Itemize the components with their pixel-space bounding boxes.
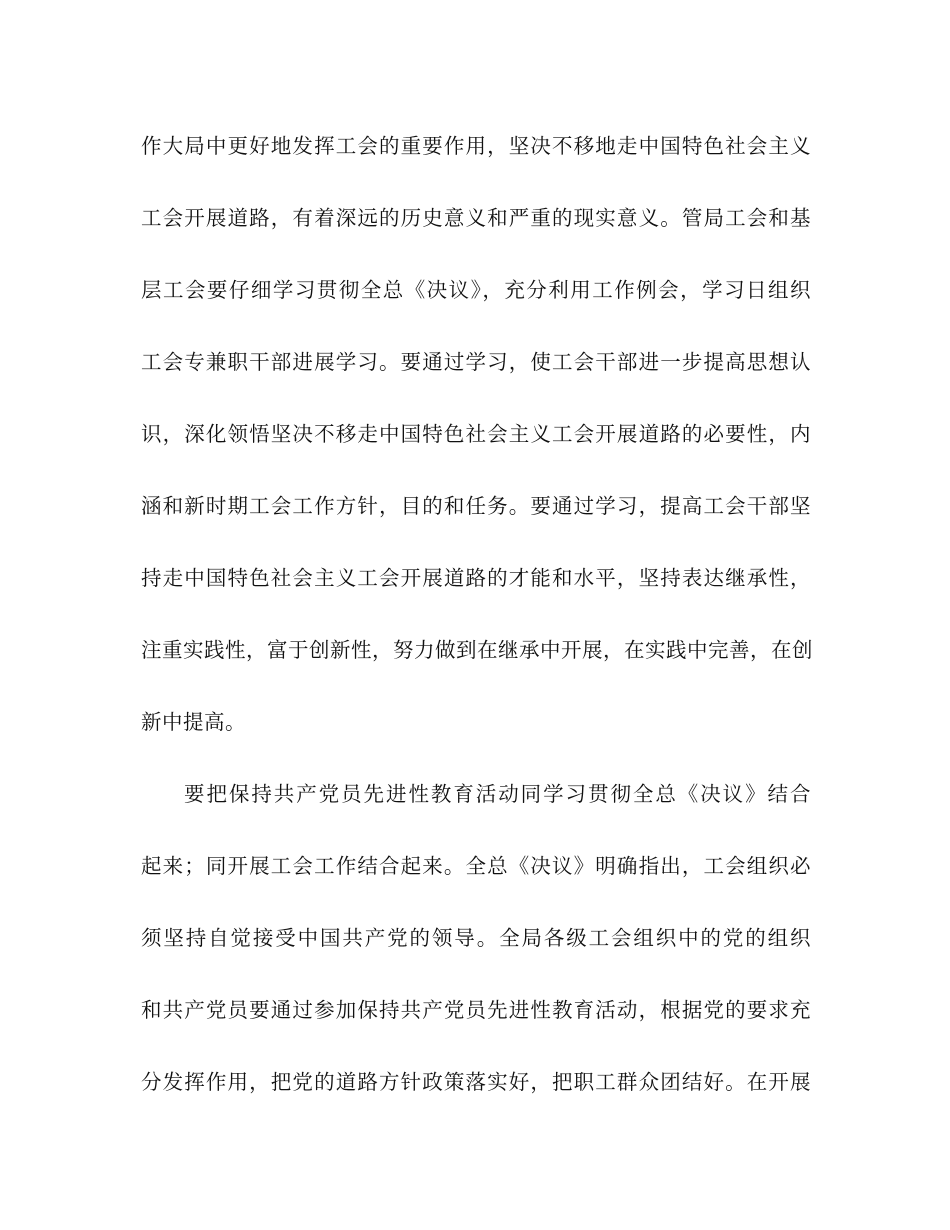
text-line-3: 层工会要仔细学习贯彻全总《决议》，充分利用工作例会，学习日组织 xyxy=(141,278,811,302)
text-line-4: 工会专兼职干部进展学习。要通过学习，使工会干部进一步提高思想认 xyxy=(141,350,811,374)
text-line-11: 起来；同开展工会工作结合起来。全总《决议》明确指出，工会组织必 xyxy=(141,854,811,878)
body-text xyxy=(141,122,811,1130)
text-line-5: 识，深化领悟坚决不移走中国特色社会主义工会开展道路的必要性，内 xyxy=(141,422,811,446)
text-line-8: 注重实践性，富于创新性，努力做到在继承中开展，在实践中完善，在创 xyxy=(141,638,813,662)
text-line-13: 和共产党员要通过参加保持共产党员先进性教育活动，根据党的要求充 xyxy=(141,998,811,1022)
text-line-14: 分发挥作用，把党的道路方针政策落实好，把职工群众团结好。在开展 xyxy=(141,1070,811,1094)
text-line-1: 作大局中更好地发挥工会的重要作用，坚决不移地走中国特色社会主义 xyxy=(141,134,811,158)
text-line-2: 工会开展道路，有着深远的历史意义和严重的现实意义。管局工会和基 xyxy=(141,206,811,230)
paragraph-2-first-line: 要把保持共产党员先进性教育活动同学习贯彻全总《决议》结合 xyxy=(184,782,811,806)
text-line-12: 须坚持自觉接受中国共产党的领导。全局各级工会组织中的党的组织 xyxy=(141,926,811,950)
text-line-7: 持走中国特色社会主义工会开展道路的才能和水平，坚持表达继承性， xyxy=(141,566,811,590)
text-line-6: 涵和新时期工会工作方针，目的和任务。要通过学习，提高工会干部坚 xyxy=(141,494,811,518)
text-line-9: 新中提高。 xyxy=(141,710,246,734)
